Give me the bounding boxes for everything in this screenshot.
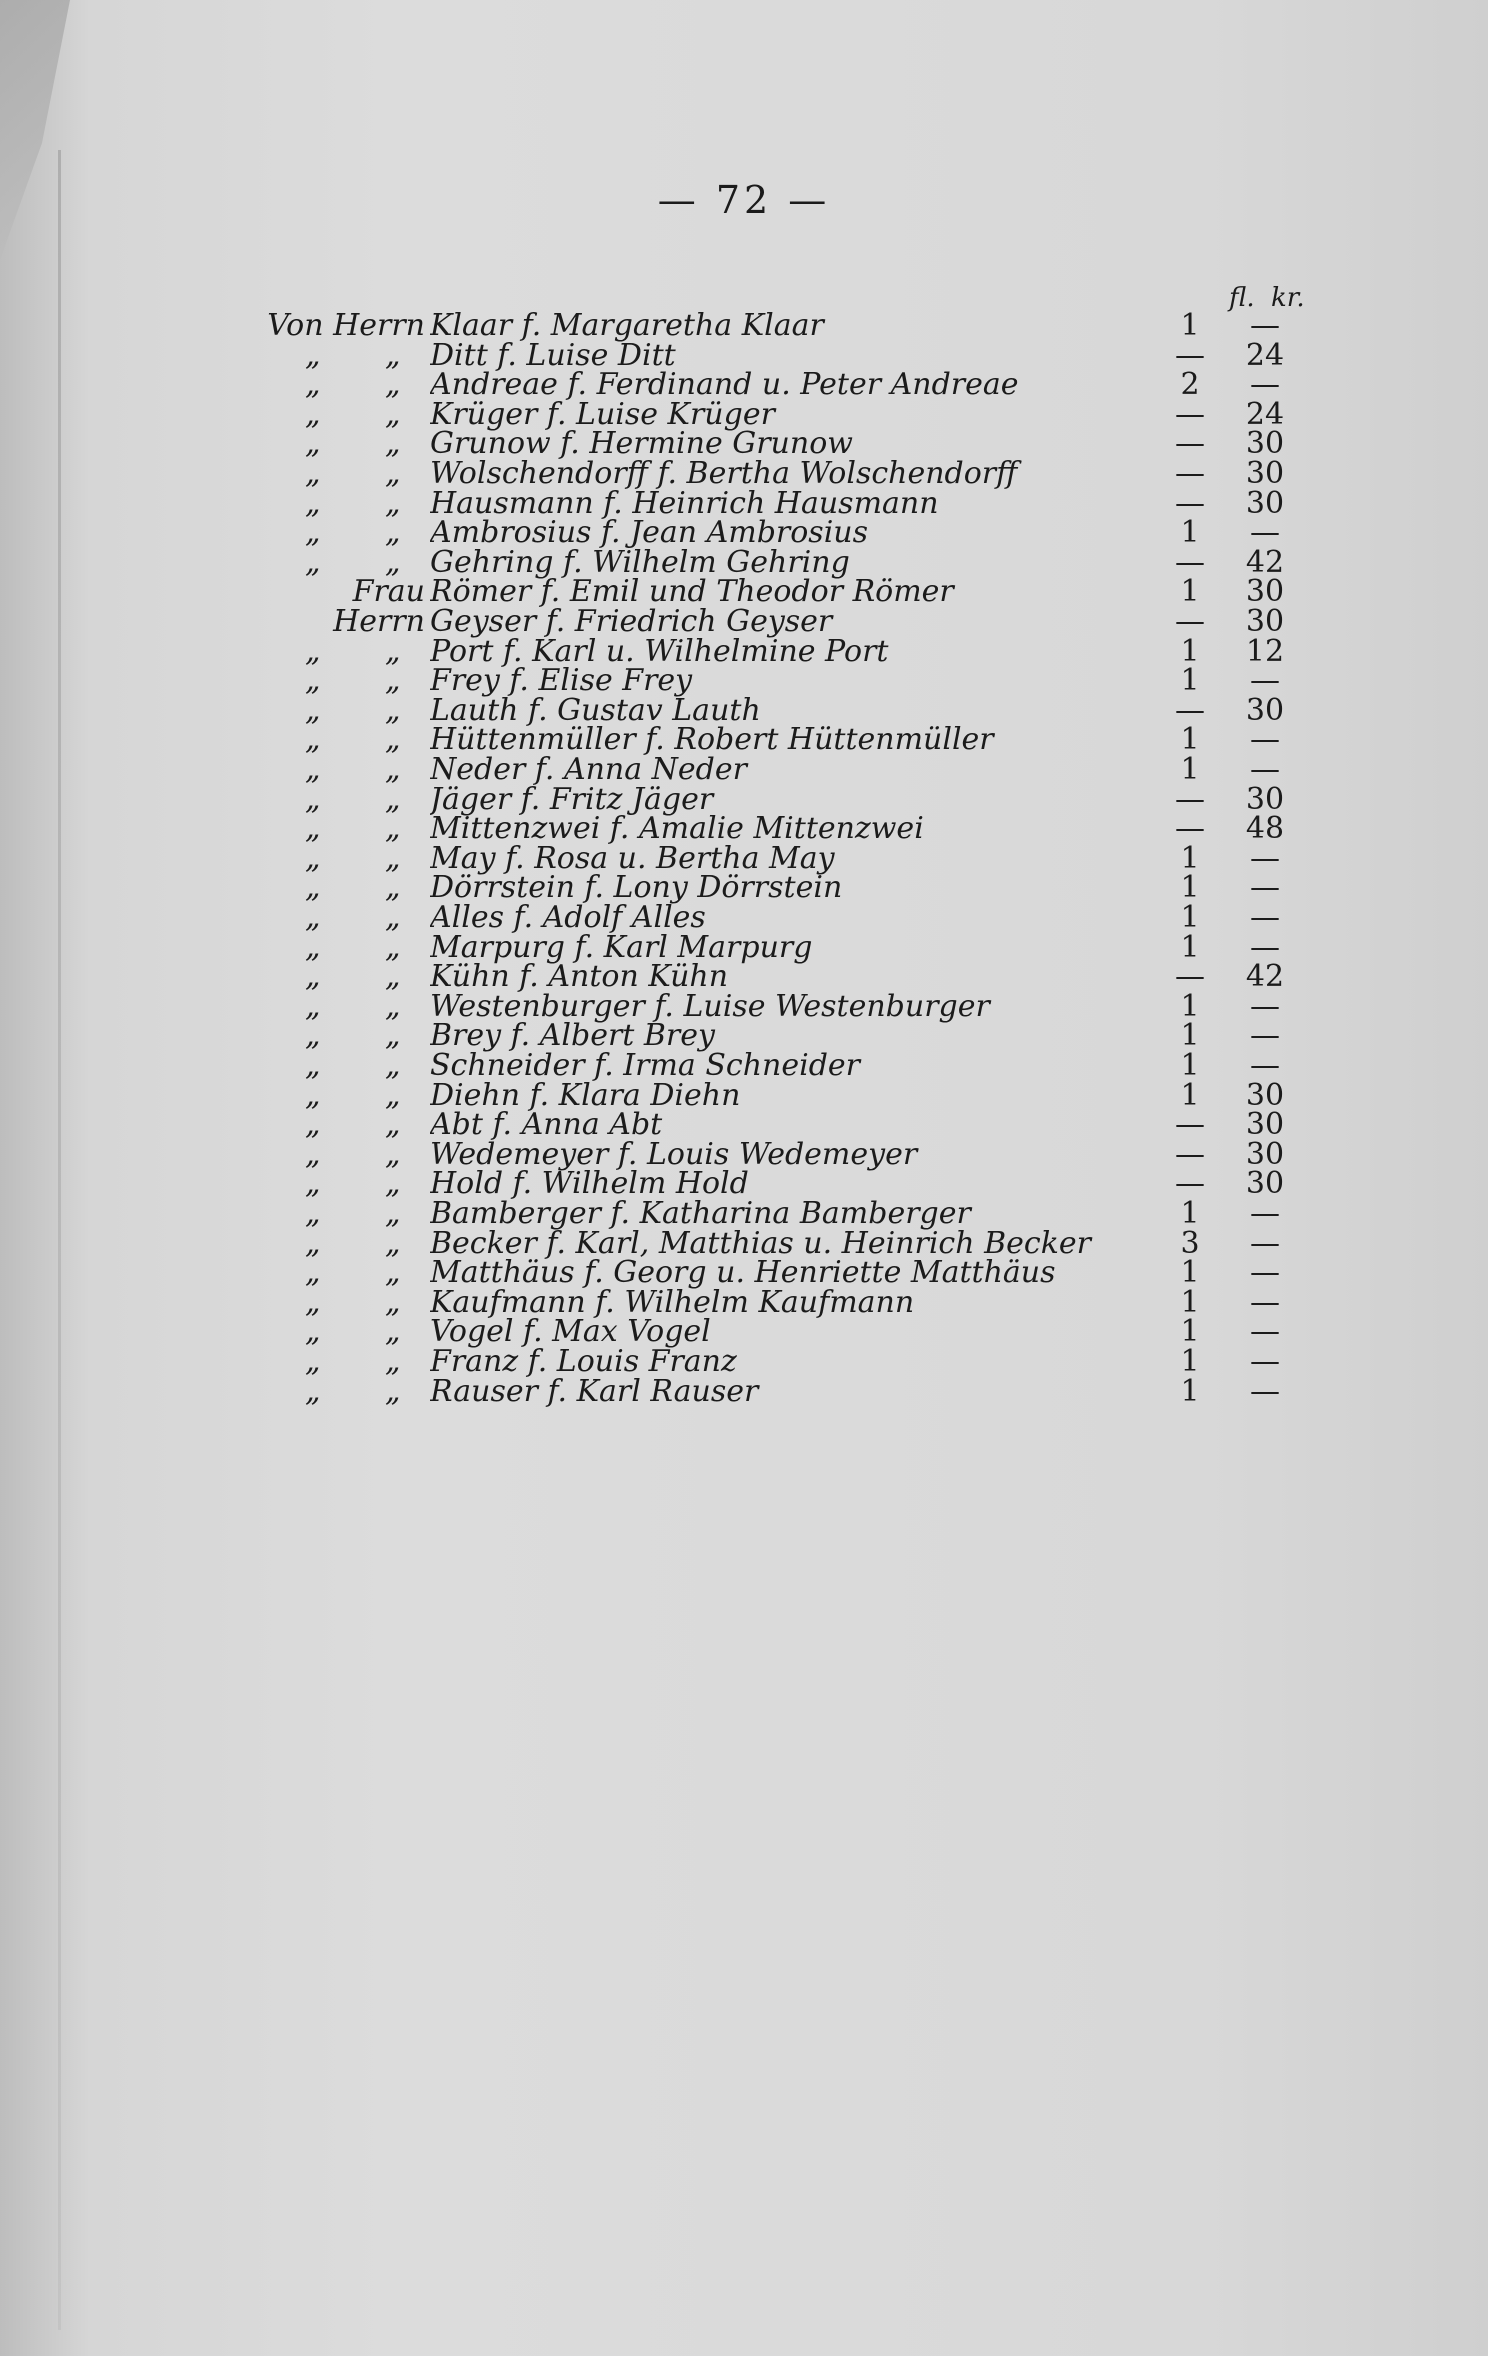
entry-name: Mittenzwei f. Amalie Mittenzwei (430, 811, 924, 847)
amount-kr: — (1250, 1048, 1280, 1083)
ditto-mark: „ (305, 1373, 321, 1409)
ditto-mark: „ (385, 1018, 401, 1054)
ditto-mark: „ (305, 1225, 321, 1261)
ditto-mark: „ (385, 752, 401, 787)
amount-fl: 1 (1180, 870, 1200, 906)
entry-prefix: Herrn (333, 604, 425, 639)
ditto-mark: „ (385, 1166, 401, 1202)
entry-name: Port f. Karl u. Wilhelmine Port (430, 633, 889, 669)
ditto-mark: „ (305, 959, 321, 995)
amount-fl: 1 (1180, 515, 1200, 551)
ditto-mark: „ (385, 840, 401, 876)
entry-name: Westenburger f. Luise Westenburger (430, 988, 990, 1024)
ditto-mark: „ (305, 396, 321, 432)
amount-fl: 1 (1180, 840, 1200, 876)
ditto-mark: „ (385, 870, 401, 906)
amount-kr: — (1250, 988, 1280, 1024)
ditto-mark: „ (385, 633, 401, 669)
amount-fl: 1 (1180, 1284, 1200, 1320)
ditto-mark: „ (385, 1048, 401, 1083)
amount-fl: 1 (1180, 1255, 1200, 1291)
entry-name: Gehring f. Wilhelm Gehring (430, 544, 850, 580)
amount-fl: — (1175, 1166, 1205, 1202)
entry-prefix: Von Herrn (267, 308, 425, 343)
amount-fl: 1 (1180, 1077, 1200, 1113)
amount-kr: 30 (1245, 1166, 1285, 1202)
amount-kr: 30 (1245, 1107, 1285, 1143)
ditto-mark: „ (385, 456, 401, 491)
ditto-mark: „ (385, 1077, 401, 1113)
ditto-mark: „ (305, 426, 321, 462)
amount-kr: — (1250, 1018, 1280, 1054)
amount-fl: 1 (1180, 752, 1200, 787)
ditto-mark: „ (305, 1166, 321, 1202)
entry-name: Geyser f. Friedrich Geyser (430, 604, 833, 639)
amount-fl: 3 (1180, 1225, 1200, 1261)
ditto-mark: „ (385, 1373, 401, 1409)
amount-fl: 1 (1180, 1344, 1200, 1379)
ditto-mark: „ (385, 1314, 401, 1350)
amount-fl: 2 (1180, 367, 1200, 403)
amount-kr: — (1250, 367, 1280, 403)
amount-kr: 30 (1245, 1136, 1285, 1172)
ditto-mark: „ (305, 1018, 321, 1054)
amount-fl: — (1175, 692, 1205, 728)
ditto-mark: „ (385, 367, 401, 403)
amount-kr: — (1250, 870, 1280, 906)
entry-name: Ditt f. Luise Ditt (430, 337, 676, 373)
list-item (0, 1371, 1488, 1413)
amount-kr: 30 (1245, 574, 1285, 610)
ditto-mark: „ (385, 1196, 401, 1231)
amount-fl: 1 (1180, 633, 1200, 669)
ditto-mark: „ (385, 485, 401, 521)
ditto-mark: „ (305, 722, 321, 758)
ditto-mark: „ (305, 988, 321, 1024)
ditto-mark: „ (305, 544, 321, 580)
ditto-mark: „ (305, 1048, 321, 1083)
entry-name: Kühn f. Anton Kühn (430, 959, 729, 995)
ditto-mark: „ (305, 692, 321, 728)
entry-name: Franz f. Louis Franz (430, 1344, 737, 1379)
entry-name: Diehn f. Klara Diehn (430, 1077, 741, 1113)
ditto-mark: „ (385, 722, 401, 758)
amount-fl: — (1175, 426, 1205, 462)
amount-kr: 30 (1245, 781, 1285, 817)
ditto-mark: „ (385, 988, 401, 1024)
ditto-mark: „ (305, 752, 321, 787)
ditto-mark: „ (385, 959, 401, 995)
ditto-mark: „ (305, 1284, 321, 1320)
entry-name: Bamberger f. Katharina Bamberger (430, 1196, 971, 1231)
amount-fl: 1 (1180, 1196, 1200, 1231)
amount-kr: 48 (1245, 811, 1285, 847)
amount-fl: 1 (1180, 1373, 1200, 1409)
amount-fl: — (1175, 781, 1205, 817)
amount-kr: 30 (1245, 456, 1285, 491)
entry-name: Klaar f. Margaretha Klaar (430, 308, 824, 343)
amount-kr: — (1250, 752, 1280, 787)
ditto-mark: „ (305, 633, 321, 669)
amount-kr: 12 (1245, 633, 1285, 669)
ditto-mark: „ (385, 337, 401, 373)
amount-kr: 30 (1245, 604, 1285, 639)
amount-fl: 1 (1180, 1048, 1200, 1083)
entry-name: Hüttenmüller f. Robert Hüttenmüller (430, 722, 994, 758)
amount-kr: — (1250, 1225, 1280, 1261)
amount-kr: 24 (1245, 396, 1285, 432)
amount-fl: 1 (1180, 988, 1200, 1024)
entry-name: Marpurg f. Karl Marpurg (430, 929, 813, 965)
entry-name: Wolschendorff f. Bertha Wolschendorff (430, 456, 1018, 491)
ditto-mark: „ (305, 870, 321, 906)
amount-kr: 30 (1245, 1077, 1285, 1113)
ditto-mark: „ (305, 1107, 321, 1143)
ditto-mark: „ (305, 663, 321, 699)
ditto-mark: „ (385, 544, 401, 580)
ditto-mark: „ (305, 929, 321, 965)
header-kr: kr. (1271, 283, 1305, 313)
entry-name: Grunow f. Hermine Grunow (430, 426, 853, 462)
ditto-mark: „ (385, 781, 401, 817)
entry-name: Schneider f. Irma Schneider (430, 1048, 860, 1083)
amount-fl: — (1175, 604, 1205, 639)
amount-fl: — (1175, 396, 1205, 432)
amount-kr: — (1250, 900, 1280, 935)
entry-name: Jäger f. Fritz Jäger (430, 781, 714, 817)
entry-name: Andreae f. Ferdinand u. Peter Andreae (430, 367, 1019, 403)
entry-name: Dörrstein f. Lony Dörrstein (430, 870, 843, 906)
entry-name: Abt f. Anna Abt (430, 1107, 663, 1143)
amount-kr: — (1250, 1314, 1280, 1350)
ditto-mark: „ (385, 396, 401, 432)
amount-fl: 1 (1180, 574, 1200, 610)
amount-kr: — (1250, 1284, 1280, 1320)
amount-fl: 1 (1180, 900, 1200, 935)
entry-name: May f. Rosa u. Bertha May (430, 840, 835, 876)
ditto-mark: „ (385, 1284, 401, 1320)
entry-name: Vogel f. Max Vogel (430, 1314, 711, 1350)
amount-kr: 24 (1245, 337, 1285, 373)
entry-name: Neder f. Anna Neder (430, 752, 747, 787)
amount-kr: 42 (1245, 544, 1285, 580)
ditto-mark: „ (385, 1107, 401, 1143)
entry-name: Ambrosius f. Jean Ambrosius (430, 515, 869, 551)
amount-fl: — (1175, 337, 1205, 373)
amount-fl: — (1175, 811, 1205, 847)
amount-kr: — (1250, 929, 1280, 965)
amount-fl: 1 (1180, 722, 1200, 758)
amount-kr: 30 (1245, 692, 1285, 728)
ditto-mark: „ (305, 1314, 321, 1350)
entry-name: Frey f. Elise Frey (430, 663, 693, 699)
amount-fl: — (1175, 485, 1205, 521)
entry-prefix: Frau (352, 574, 425, 610)
ditto-mark: „ (385, 900, 401, 935)
ditto-mark: „ (305, 456, 321, 491)
ditto-mark: „ (305, 1255, 321, 1291)
ditto-mark: „ (385, 426, 401, 462)
amount-kr: — (1250, 840, 1280, 876)
amount-fl: 1 (1180, 1314, 1200, 1350)
amount-kr: — (1250, 515, 1280, 551)
amount-kr: 42 (1245, 959, 1285, 995)
amount-kr: — (1250, 1344, 1280, 1379)
ditto-mark: „ (305, 515, 321, 551)
ditto-mark: „ (305, 1196, 321, 1231)
entry-name: Alles f. Adolf Alles (430, 900, 706, 935)
entry-name: Römer f. Emil und Theodor Römer (430, 574, 954, 610)
entry-name: Becker f. Karl, Matthias u. Heinrich Becker (430, 1225, 1091, 1261)
entry-name: Krüger f. Luise Krüger (430, 396, 775, 432)
amount-fl: 1 (1180, 663, 1200, 699)
ditto-mark: „ (305, 781, 321, 817)
ditto-mark: „ (385, 811, 401, 847)
entry-name: Kaufmann f. Wilhelm Kaufmann (430, 1284, 915, 1320)
amount-fl: 1 (1180, 929, 1200, 965)
amount-kr: — (1250, 1255, 1280, 1291)
ditto-mark: „ (385, 663, 401, 699)
page-number: — 72 — (657, 178, 831, 222)
header-fl: fl. (1229, 283, 1255, 313)
amount-kr: — (1250, 308, 1280, 343)
amount-kr: — (1250, 1196, 1280, 1231)
ditto-mark: „ (305, 840, 321, 876)
ditto-mark: „ (305, 337, 321, 373)
amount-fl: — (1175, 1136, 1205, 1172)
entry-name: Matthäus f. Georg u. Henriette Matthäus (430, 1255, 1056, 1291)
amount-fl: — (1175, 959, 1205, 995)
amount-kr: — (1250, 1373, 1280, 1409)
amount-kr: — (1250, 722, 1280, 758)
ditto-mark: „ (305, 485, 321, 521)
ditto-mark: „ (385, 692, 401, 728)
amount-fl: — (1175, 544, 1205, 580)
amount-fl: 1 (1180, 308, 1200, 343)
ditto-mark: „ (385, 1136, 401, 1172)
amount-kr: — (1250, 663, 1280, 699)
ditto-mark: „ (305, 811, 321, 847)
entry-name: Brey f. Albert Brey (430, 1018, 715, 1054)
ditto-mark: „ (305, 900, 321, 935)
ditto-mark: „ (305, 367, 321, 403)
ditto-mark: „ (305, 1077, 321, 1113)
entry-name: Rauser f. Karl Rauser (430, 1373, 759, 1409)
amount-fl: — (1175, 456, 1205, 491)
ditto-mark: „ (385, 1225, 401, 1261)
entry-name: Lauth f. Gustav Lauth (430, 692, 761, 728)
amount-kr: 30 (1245, 426, 1285, 462)
ditto-mark: „ (305, 1344, 321, 1379)
entry-name: Hold f. Wilhelm Hold (430, 1166, 749, 1202)
amount-fl: — (1175, 1107, 1205, 1143)
amount-kr: 30 (1245, 485, 1285, 521)
entry-text (430, 1371, 1155, 1413)
ditto-mark: „ (385, 929, 401, 965)
ditto-mark: „ (385, 1255, 401, 1291)
ditto-mark: „ (305, 1136, 321, 1172)
entry-name: Wedemeyer f. Louis Wedemeyer (430, 1136, 918, 1172)
ditto-mark: „ (385, 515, 401, 551)
amount-fl: 1 (1180, 1018, 1200, 1054)
ditto-mark: „ (385, 1344, 401, 1379)
entry-name: Hausmann f. Heinrich Hausmann (430, 485, 939, 521)
